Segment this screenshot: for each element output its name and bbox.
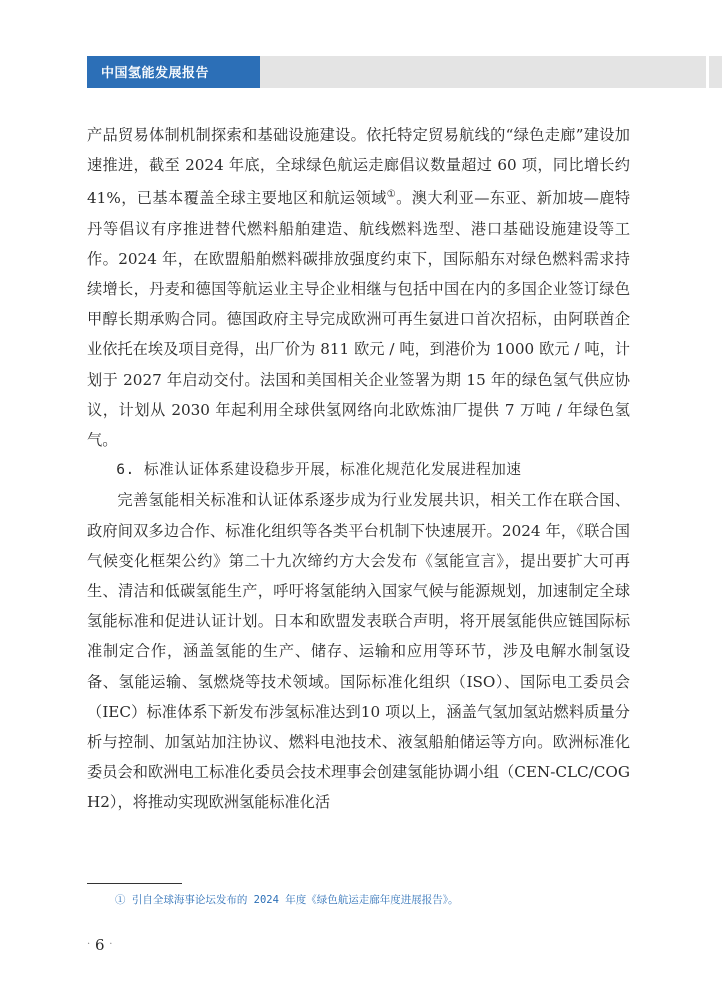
page-number-value: 6 (94, 936, 105, 954)
page-dot-right: · (109, 939, 113, 950)
page-dot-left: · (87, 939, 91, 950)
report-title: 中国氢能发展报告 (101, 66, 210, 81)
header-title-tab (87, 56, 260, 88)
main-text (87, 120, 630, 818)
paragraph-continued (87, 120, 630, 455)
paragraph-text: 。澳大利亚—东亚、新加坡—鹿特丹等倡议有序推进替代燃料船舶建造、航线燃料选型、港口基础设施建设等工作。2024 年，在欧盟船舶燃料碳排放强度约束下，国际船东对绿色燃料需求持续增长，丹麦和德国等航运业主导企业相继与包括中国在内的多国企业签订绿色甲醇长期承购合同。德国政府主导完成欧洲可再生氨进口首次招标，由阿联酋企业依托在埃及项目竞得，出厂价为 811 欧元 / 吨，到港价为 1000 欧元 / 吨，计划于 2027 年启动交付。法国和美国相关企业签署为期 15 年的绿色氢气供应协议，计划从 2030 年起利用全球供氢网络向北欧炼油厂提供 7 万吨 / 年绿色氢气。 (87, 189, 631, 450)
section-heading: 6. 标准认证体系建设稳步开展，标准化规范化发展进程加速 (116, 461, 522, 479)
page-number (87, 936, 112, 954)
footnote: ① 引自全球海事论坛发布的 2024 年度《绿色航运走廊年度进展报告》。 (115, 894, 459, 906)
paragraph-text: 产品贸易体制机制探索和基础设施建设。依托特定贸易航线的“绿色走廊”建设加速推进，截至 2024 年底，全球绿色航运走廊倡议数量超过 60 项，同比增长约 41%，已基本覆盖全球主要地区和航运领域 (87, 126, 630, 208)
paragraph: 完善氢能相关标准和认证体系逐步成为行业发展共识，相关工作在联合国、政府间双多边合作、标准化组织等各类平台机制下快速展开。2024 年，《联合国气候变化框架公约》第二十九次缔约方大会发布《氢能宣言》，提出要扩大可再生、清洁和低碳氢能生产，呼吁将氢能纳入国家气候与能源规划，加速制定全球氢能标准和促进认证计划。日本和欧盟发表联合声明，将开展氢能供应链国际标准制定合作，涵盖氢能的生产、储存、运输和应用等环节，涉及电解水制氢设备、氢能运输、氢燃烧等技术领域。国际标准化组织（ISO）、国际电工委员会（IEC）标准体系下新发布涉氢标准达到10 项以上，涵盖气氢加氢站燃料质量分析与控制、加氢站加注协议、燃料电池技术、液氢船舶储运等方向。欧洲标准化委员会和欧洲电工标准化委员会技术理事会创建氢能协调小组（CEN-CLC/COG H2），将推动实现欧洲氢能标准化活 (87, 491, 630, 812)
footnote-divider (87, 883, 182, 884)
header-edge-stripe (706, 56, 709, 88)
footnote-reference[interactable]: ① (386, 189, 397, 201)
